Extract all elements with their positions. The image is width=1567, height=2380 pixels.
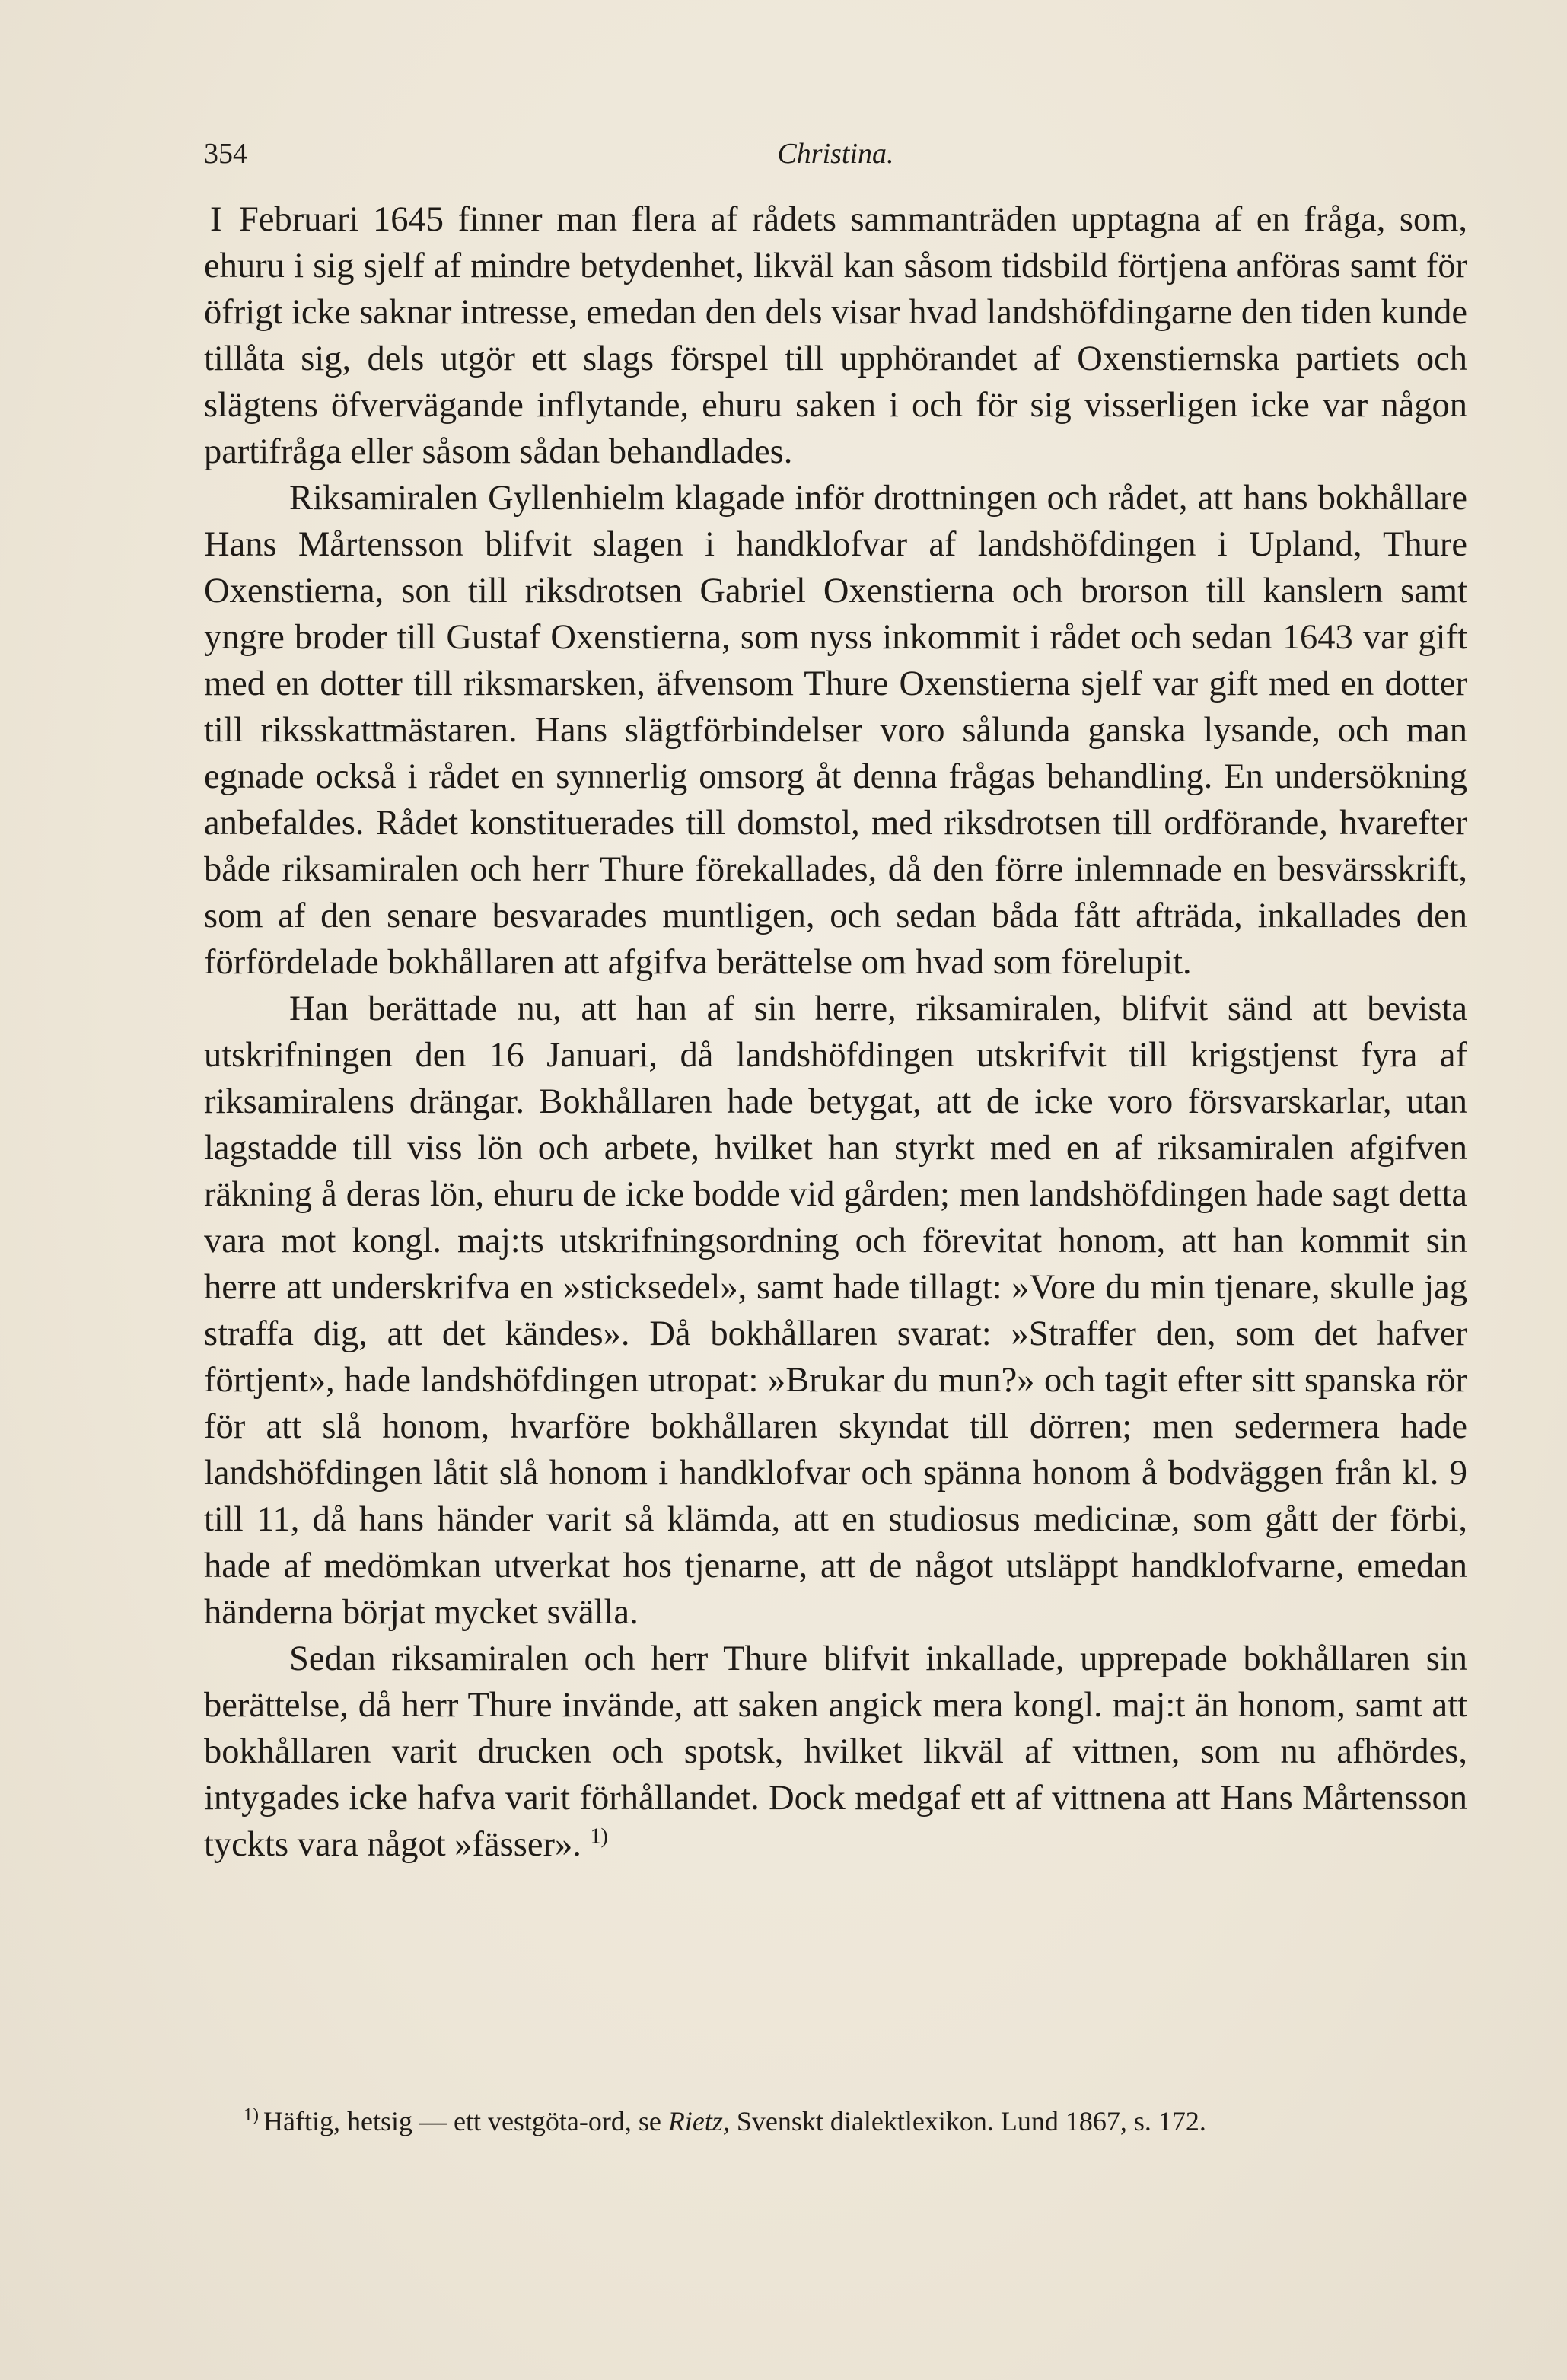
footnote-text-before: Häftig, hetsig — ett vestgöta-ord, se — [263, 2106, 668, 2136]
footnote-marker: 1) — [244, 2105, 259, 2125]
paragraph-4-text: Sedan riksamiralen och herr Thure blifvit inkallade, upprepade bokhållaren sin berättelse, då herr Thure invände, att saken angick mera kongl. maj:t än honom, samt att bokhållaren varit drucken och spotsk, hvilket likväl af vittnen, som nu afhördes, intygades icke hafva varit förhållandet. Dock medgaf ett af vittnena att Hans Mårtensson tyckts vara något »fässer». — [204, 1639, 1467, 1864]
footnote-reference: 1) — [590, 1824, 608, 1849]
footnote — [204, 2102, 1467, 2140]
body-text — [204, 196, 1467, 1868]
paragraph-3: Han berättade nu, att han af sin herre, riksamiralen, blifvit sänd att bevista utskrifningen den 16 Januari, då landshöfdingen utskrifvit till krigstjenst fyra af riksamiralens drängar. Bokhållaren hade betygat, att de icke voro försvarskarlar, utan lagstadde till viss lön och arbete, hvilket han styrkt med en af riksamiralen afgifven räkning å deras lön, ehuru de icke bodde vid gården; men landshöfdingen hade sagt detta vara mot kongl. maj:ts utskrifningsordning och förevitat honom, att han kommit sin herre att underskrifva en »sticksedel», samt hade tillagt: »Vore du min tjenare, skulle jag straffa dig, att det kändes». Då bokhållaren svarat: »Straffer den, som det hafver förtjent», hade landshöfdingen utropat: »Brukar du mun?» och tagit efter sitt spanska rör för att slå honom, hvarföre bokhållaren skyndat till dörren; men sedermera hade landshöfdingen låtit slå honom i handklofvar och spänna honom å bodväggen från kl. 9 till 11, då hans händer varit så klämda, att en studiosus medicinæ, som gått der förbi, hade af medömkan utverkat hos tjenarne, att de något utsläppt handklofvarne, emedan händerna börjat mycket svälla. — [204, 989, 1467, 1632]
footnote-author: Rietz, — [667, 2106, 730, 2136]
paragraph-1: I Februari 1645 finner man flera af rådets sammanträden upptagna af en fråga, som, ehuru i sig sjelf af mindre betydenhet, likväl kan såsom tidsbild förtjena anföras samt för öfrigt icke saknar intresse, emedan den dels visar hvad landshöfdingarne den tiden kunde tillåta sig, dels utgör ett slags förspel till upphörandet af Oxenstiernska partiets och slägtens öfvervägande inflytande, ehuru saken i och för sig visserligen icke var någon partifråga eller såsom sådan behandlades. — [204, 200, 1467, 471]
page-header — [204, 137, 1467, 183]
paragraph-2: Riksamiralen Gyllenhielm klagade inför drottningen och rådet, att hans bokhållare Hans Mårtensson blifvit slagen i handklofvar af landshöfdingen i Upland, Thure Oxenstierna, son till riksdrotsen Gabriel Oxenstierna och brorson till kanslern samt yngre broder till Gustaf Oxenstierna, som nyss inkommit i rådet och sedan 1643 var gift med en dotter till riksmarsken, äfvensom Thure Oxenstierna sjelf var gift med en dotter till riksskattmästaren. Hans slägtförbindelser voro sålunda ganska lysande, och man egnade också i rådet en synnerlig omsorg åt denna frågas behandling. En undersökning anbefaldes. Rådet konstituerades till domstol, med riksdrotsen till ordförande, hvarefter både riksamiralen och herr Thure förekallades, då den förre inlemnade en besvärsskrift, som af den senare besvarades muntligen, och sedan båda fått afträda, inkallades den förfördelade bokhållaren att afgifva berättelse om hvad som förelupit. — [204, 479, 1467, 982]
paragraph-4 — [204, 1636, 1467, 1868]
page-number: 354 — [204, 138, 247, 170]
running-title: Christina. — [777, 138, 894, 170]
footnote-text-after: Svenskt dialektlexikon. Lund 1867, s. 172. — [729, 2106, 1206, 2136]
